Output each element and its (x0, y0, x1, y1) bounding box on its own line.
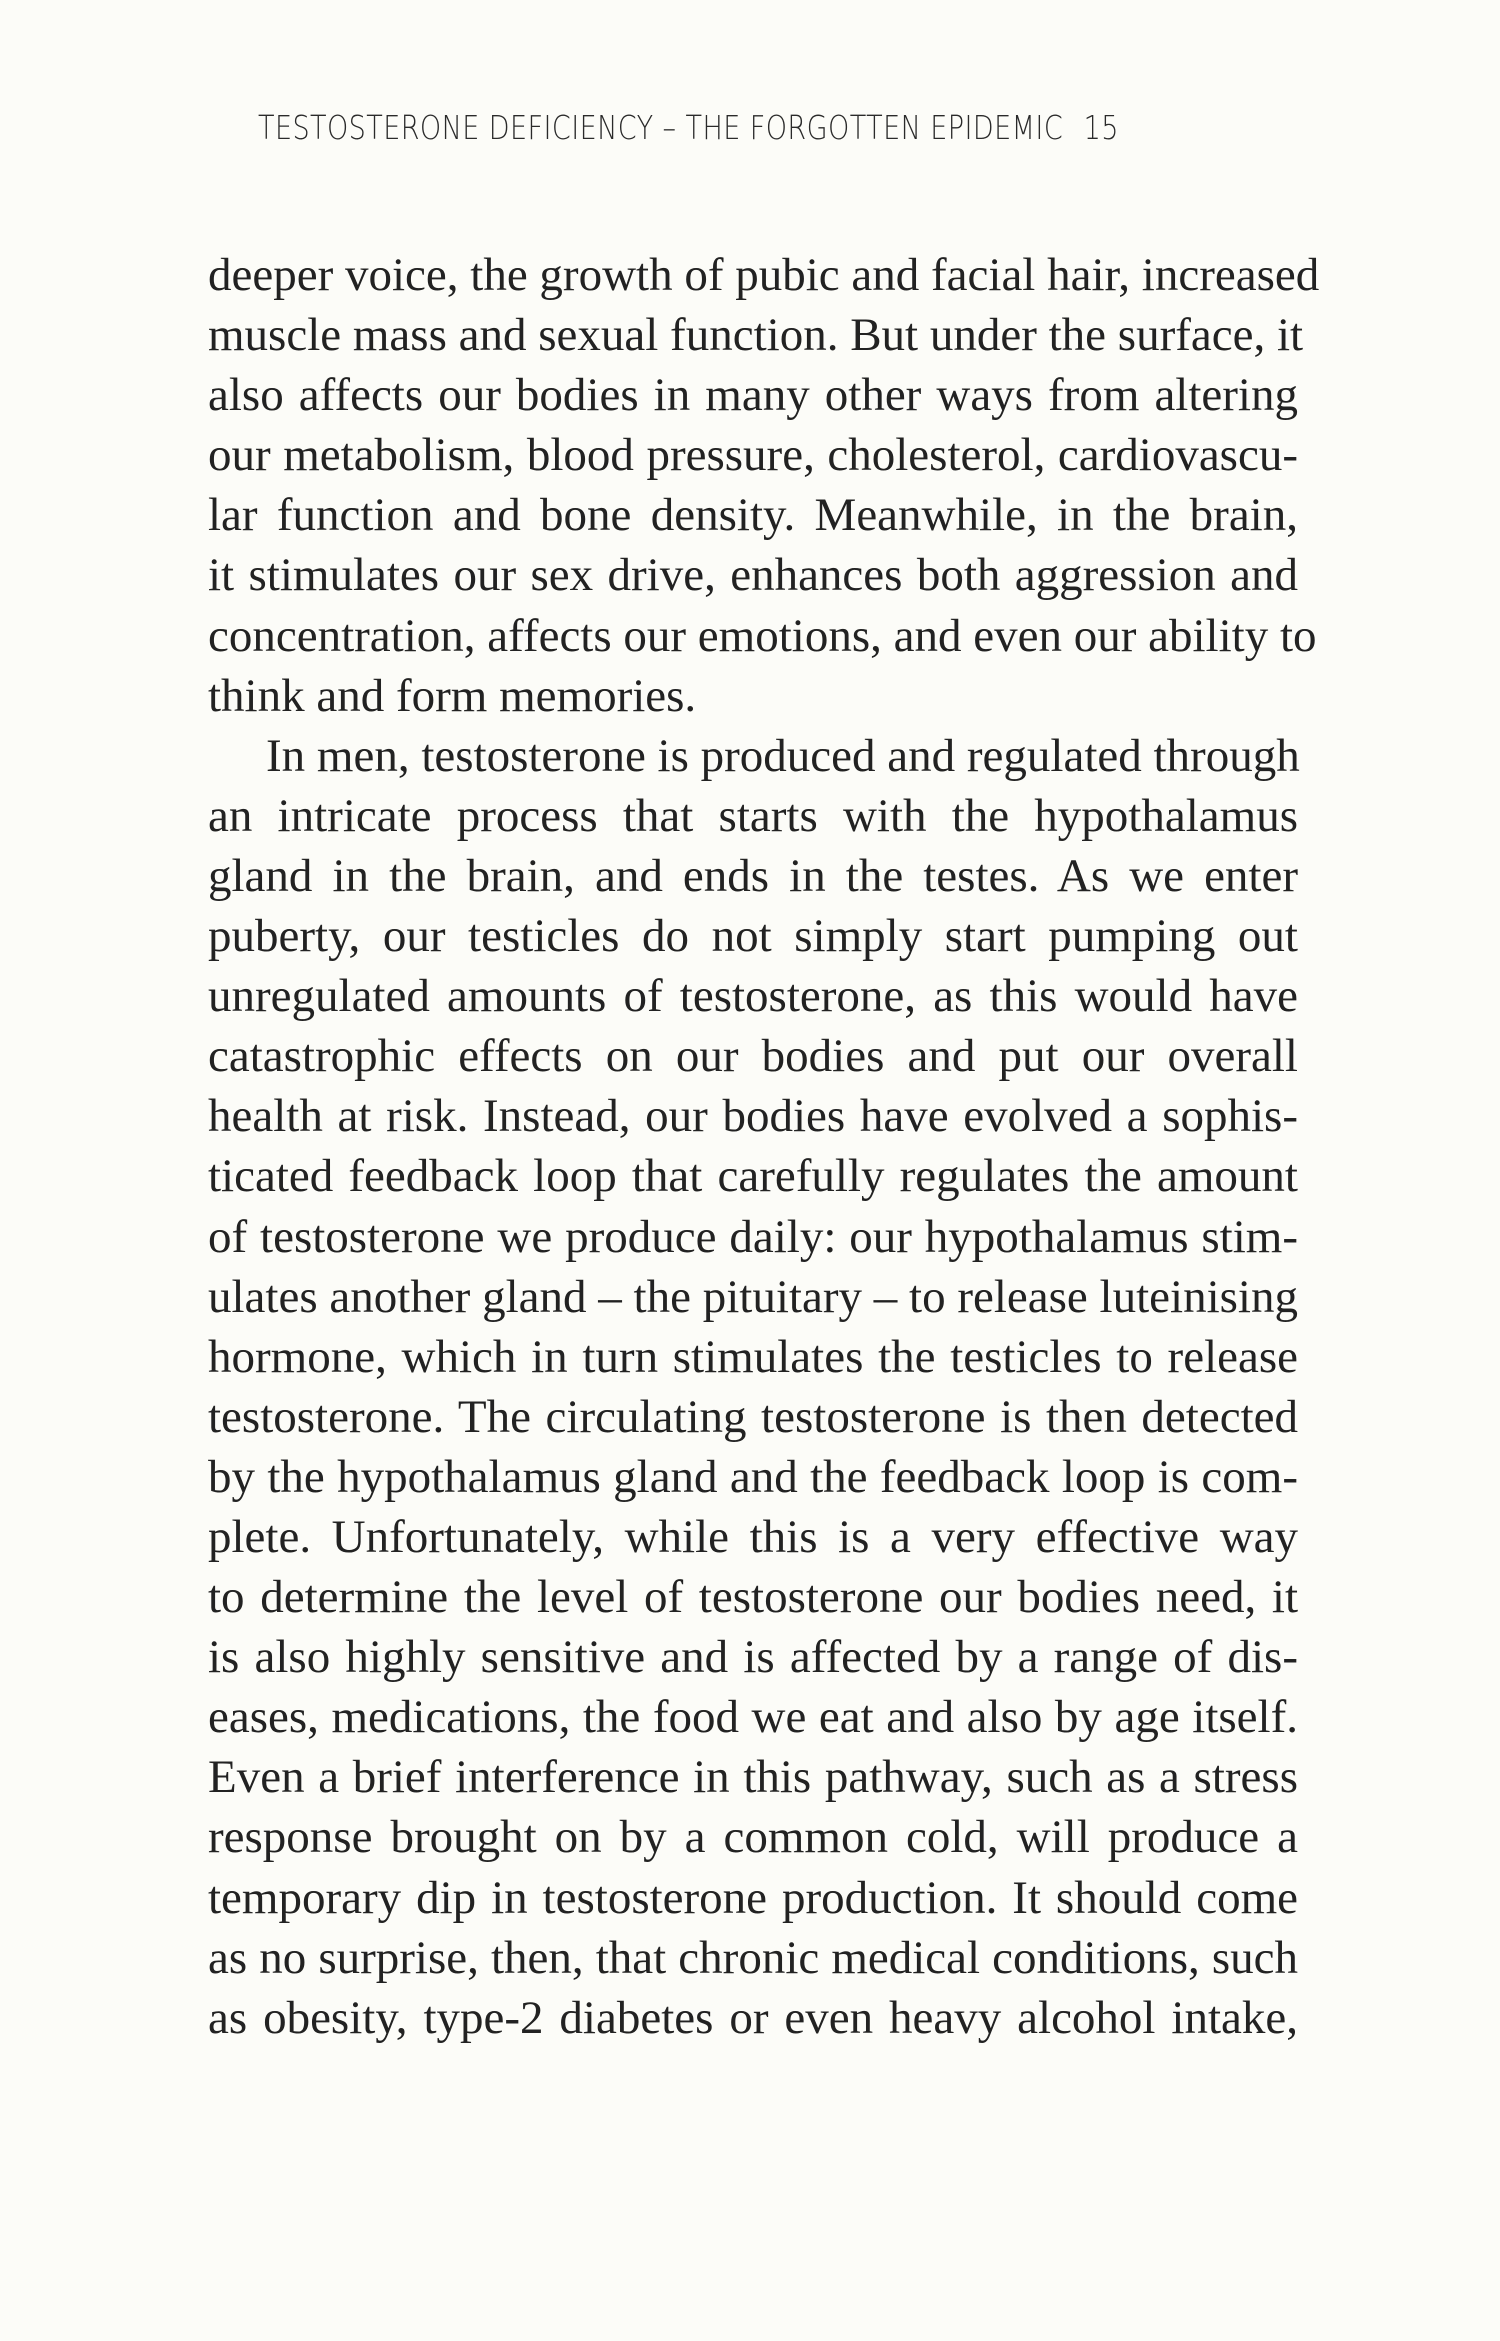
chapter-title: TESTOSTERONE DEFICIENCY – THE FORGOTTEN EPIDEMIC (258, 108, 1064, 147)
text-line: it stimulates our sex drive, enhances both aggression and (208, 549, 1298, 602)
text-line: also affects our bodies in many other ways from altering (208, 369, 1298, 422)
text-line: deeper voice, the growth of pubic and facial hair, increased (208, 249, 1320, 301)
text-line: unregulated amounts of testosterone, as this would have (208, 970, 1298, 1023)
text-line: puberty, our testicles do not simply start pumping out (208, 910, 1298, 963)
text-line: plete. Unfortunately, while this is a very effective way (208, 1510, 1298, 1563)
text-line: ticated feedback loop that carefully regulates the amount (208, 1150, 1298, 1203)
paragraph (208, 726, 1298, 2048)
text-line: concentration, affects our emotions, and even our ability to (208, 609, 1317, 662)
text-line: Even a brief interference in this pathway, such as a stress (208, 1751, 1298, 1804)
text-line: by the hypothalamus gland and the feedback loop is com- (208, 1450, 1298, 1503)
text-line: gland in the brain, and ends in the testes. As we enter (208, 849, 1298, 902)
text-line: ulates another gland – the pituitary – to release luteinising (208, 1270, 1298, 1323)
text-line: think and form memories. (208, 669, 697, 722)
text-line: eases, medications, the food we eat and also by age itself. (208, 1691, 1298, 1744)
text-line: In men, testosterone is produced and regulated through (266, 729, 1300, 782)
text-line: catastrophic effects on our bodies and put our overall (208, 1030, 1298, 1083)
text-line: hormone, which in turn stimulates the testicles to release (208, 1330, 1298, 1383)
text-line: muscle mass and sexual function. But under the surface, it (208, 309, 1304, 362)
text-line: temporary dip in testosterone production. It should come (208, 1871, 1298, 1924)
page-number: 15 (1083, 108, 1119, 147)
text-line: as no surprise, then, that chronic medical conditions, such (208, 1931, 1298, 1984)
text-line: of testosterone we produce daily: our hypothalamus stim- (208, 1210, 1298, 1263)
running-head (258, 108, 1119, 147)
body-text (208, 245, 1320, 2048)
text-line: health at risk. Instead, our bodies have evolved a sophis- (208, 1090, 1298, 1143)
text-line: an intricate process that starts with the hypothalamus (208, 789, 1298, 842)
paragraph (208, 245, 1320, 726)
text-line: as obesity, type-2 diabetes or even heavy alcohol intake, (208, 1991, 1298, 2044)
text-line: our metabolism, blood pressure, cholesterol, cardiovascu- (208, 429, 1298, 482)
text-line: response brought on by a common cold, will produce a (208, 1811, 1298, 1864)
text-line: lar function and bone density. Meanwhile, in the brain, (208, 489, 1298, 542)
text-line: testosterone. The circulating testosterone is then detected (208, 1390, 1298, 1443)
text-line: is also highly sensitive and is affected by a range of dis- (208, 1631, 1298, 1684)
text-line: to determine the level of testosterone our bodies need, it (208, 1571, 1298, 1624)
